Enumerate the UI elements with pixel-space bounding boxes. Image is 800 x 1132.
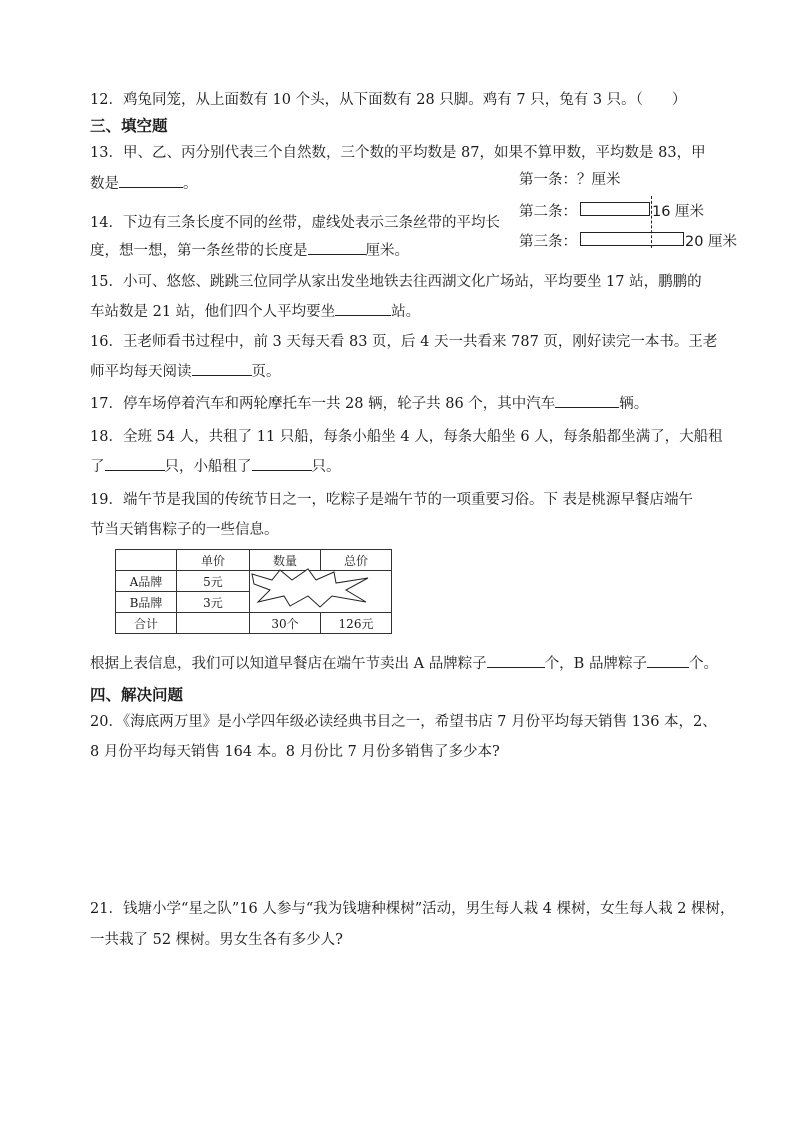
question-14-line2 xyxy=(90,239,409,260)
question-19-line1: 19．端午节是我国的传统节日之一，吃粽子是端午节的一项重要习俗。下 表是桃源早餐店端午 xyxy=(90,492,694,508)
table-cell-sum-total: 126元 xyxy=(321,613,392,634)
answer-blank-14[interactable] xyxy=(308,240,366,255)
question-17-line1 xyxy=(90,392,648,413)
table-row xyxy=(116,613,392,634)
question-19-fill xyxy=(90,652,718,673)
answer-blank-19-b[interactable] xyxy=(647,653,689,668)
answer-blank-19-a[interactable] xyxy=(487,653,545,668)
question-16-line2 xyxy=(90,360,281,381)
question-15-line2 xyxy=(90,300,420,321)
answer-blank-18-large[interactable] xyxy=(105,456,165,471)
question-21-line2: 一共栽了 52 棵树。男女生各有多少人? xyxy=(90,932,343,948)
table-cell-price-a: 5元 xyxy=(177,571,250,592)
question-18-line1: 18．全班 54 人，共租了 11 只船，每条小船坐 4 人，每条大船坐 6 人，每条船都坐满了，大船租 xyxy=(90,429,723,445)
ribbon-2-row xyxy=(519,200,577,221)
question-15-text-a: 车站数是 21 站，他们四个人平均要坐 xyxy=(90,304,336,320)
ribbon-3-label: 第三条： xyxy=(519,234,577,250)
table-cell-brand-b: B品牌 xyxy=(116,592,177,613)
table-header-total: 总价 xyxy=(321,550,392,571)
question-21-line1: 21．钱塘小学“星之队”16 人参与“我为钱塘种棵树”活动，男生每人栽 4 棵树，女生每人栽 2 棵树， xyxy=(90,901,735,917)
question-19-text-a: 根据上表信息，我们可以知道早餐店在端午节卖出 A 品牌粽子 xyxy=(90,656,487,672)
ribbon-1-value: ？厘米 xyxy=(577,172,621,188)
question-13-line1: 13．甲、乙、丙分别代表三个自然数，三个数的平均数是 87，如果不算甲数，平均数是 83，甲 xyxy=(90,145,706,161)
question-19-text-b: 个，B 品牌粽子 xyxy=(544,656,647,672)
question-17-text-a: 17．停车场停着汽车和两轮摩托车一共 28 辆，轮子共 86 个，其中汽车 xyxy=(90,396,556,412)
question-13-text-a: 数是 xyxy=(90,176,119,192)
ribbon-2-value: 16 厘米 xyxy=(652,204,705,220)
section-4-title: 四、解决问题 xyxy=(90,686,184,704)
ink-splat-icon xyxy=(250,568,370,608)
question-18-text-a: 了 xyxy=(90,459,105,475)
question-17-text-b: 辆。 xyxy=(619,396,649,412)
question-14-line1: 14．下边有三条长度不同的丝带，虚线处表示三条丝带的平均长 xyxy=(90,215,500,231)
question-18-text-b: 只，小船租了 xyxy=(164,459,252,475)
section-3-title: 三、填空题 xyxy=(90,117,168,135)
ribbon-2-label: 第二条： xyxy=(519,204,577,220)
answer-blank-16[interactable] xyxy=(192,361,252,376)
question-16-text-b: 页。 xyxy=(251,364,281,380)
question-12: 12．鸡兔同笼，从上面数有 10 个头，从下面数有 28 只脚。鸡有 7 只，兔有 3 只。（ ） xyxy=(90,92,687,108)
ribbon-3-row xyxy=(519,230,577,251)
table-cell-sum-price xyxy=(177,613,250,634)
question-16-text-a: 师平均每天阅读 xyxy=(90,364,192,380)
ribbon-1-row xyxy=(519,168,621,189)
answer-blank-18-small[interactable] xyxy=(252,456,312,471)
question-20-line2: 8 月份平均每天销售 164 本。8 月份比 7 月份多销售了多少本? xyxy=(90,744,500,760)
question-19-line2: 节当天销售粽子的一些信息。 xyxy=(90,522,279,538)
question-19-text-c: 个。 xyxy=(688,656,718,672)
question-20-line1: 20．《海底两万里》是小学四年级必读经典书目之一，希望书店 7 月份平均每天销售 136 本，2、 xyxy=(90,714,717,730)
ribbon-3-value: 20 厘米 xyxy=(685,234,738,250)
average-dashed-line xyxy=(651,196,652,248)
question-18-line2 xyxy=(90,455,341,476)
table-cell-price-b: 3元 xyxy=(177,592,250,613)
question-13-text-b: 。 xyxy=(183,176,198,192)
table-cell-corner xyxy=(116,550,177,571)
question-16-line1: 16．王老师看书过程中，前 3 天每天看 83 页，后 4 天一共看来 787 页，刚好读完一本书。王老 xyxy=(90,334,718,350)
answer-blank-15[interactable] xyxy=(335,301,391,316)
table-header-qty: 数量 xyxy=(250,550,321,571)
table-cell-brand-a: A品牌 xyxy=(116,571,177,592)
ribbon-1-label: 第一条： xyxy=(519,172,577,188)
question-14-text-a: 度，想一想，第一条丝带的长度是 xyxy=(90,243,308,259)
question-14-text-b: 厘米。 xyxy=(365,243,409,259)
table-header-price: 单价 xyxy=(177,550,250,571)
question-13-line2 xyxy=(90,172,198,193)
answer-blank-17[interactable] xyxy=(555,393,619,408)
question-15-line1: 15．小可、悠悠、跳跳三位同学从家出发坐地铁去往西湖文化广场站，平均要坐 17 站，鹏鹏的 xyxy=(90,274,702,290)
table-cell-sum-qty: 30个 xyxy=(250,613,321,634)
question-15-text-b: 站。 xyxy=(391,304,421,320)
table-cell-sum-label: 合计 xyxy=(116,613,177,634)
question-18-text-c: 只。 xyxy=(311,459,341,475)
ribbon-2-bar xyxy=(580,202,650,216)
ribbon-3-bar xyxy=(580,232,684,246)
answer-blank-13[interactable] xyxy=(119,173,183,188)
